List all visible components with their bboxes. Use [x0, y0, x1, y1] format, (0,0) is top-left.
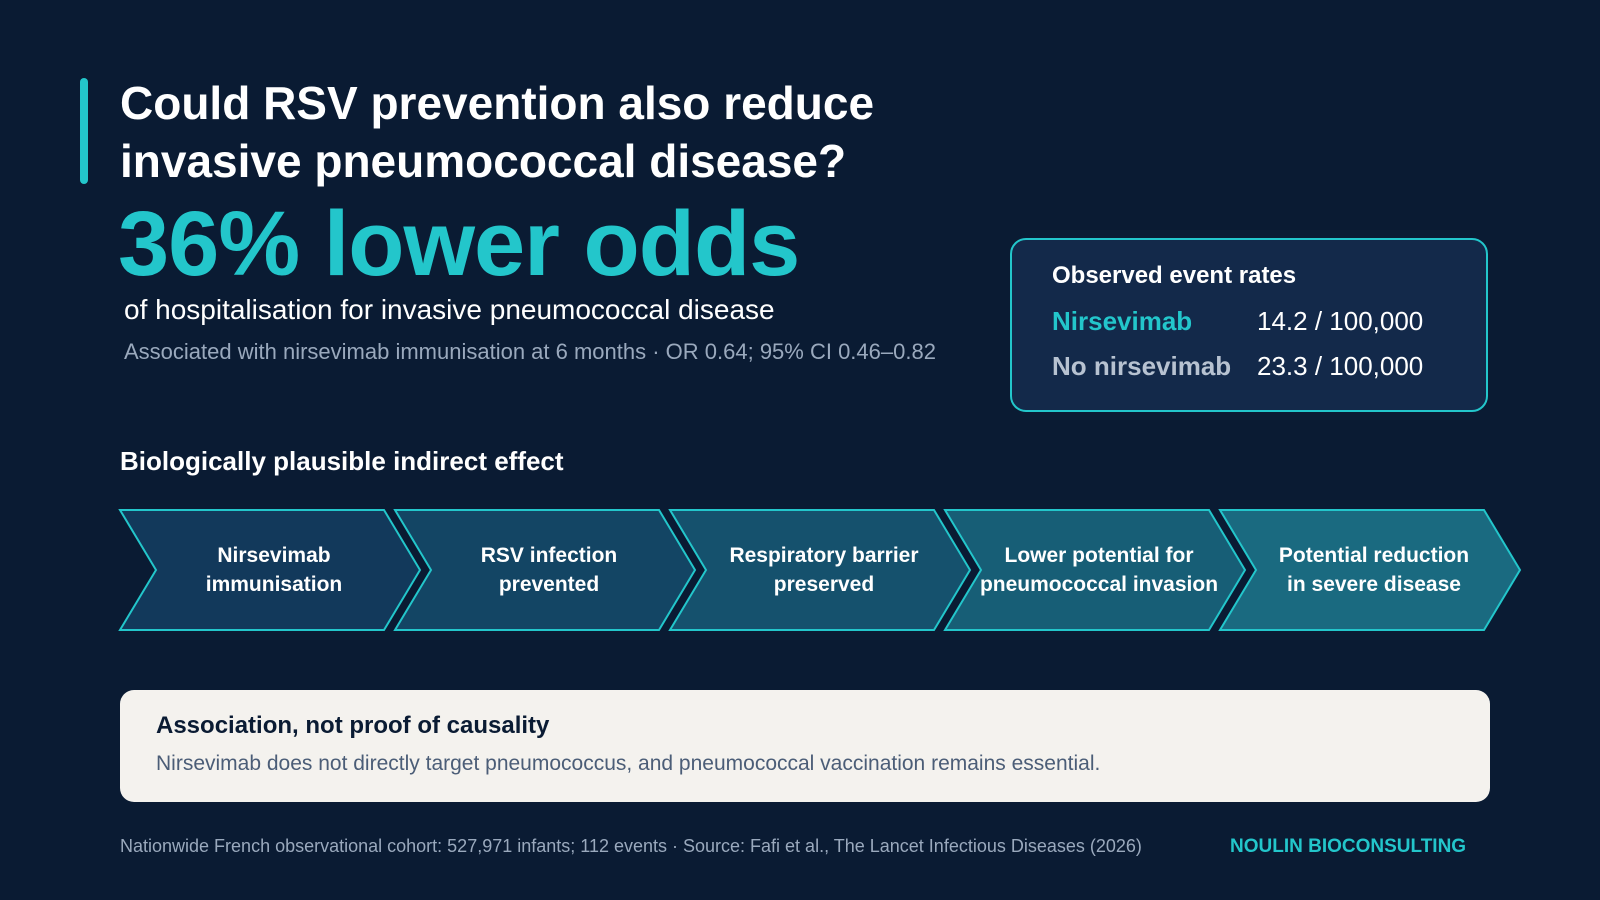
- footer-source: Nationwide French observational cohort: 527,971 infants; 112 events · Source: Fafi et al., The Lancet Infectious Diseases (2026): [120, 836, 1142, 856]
- pathway-step: [670, 510, 970, 630]
- pathway-step-label: Potential reduction: [1278, 544, 1470, 567]
- pathway-step-label: Nirsevimab: [217, 544, 331, 567]
- pathway-step-chevron: [395, 510, 695, 630]
- pathway-step-label: pneumococcal invasion: [979, 573, 1219, 596]
- pathway-step-label: Respiratory barrier: [729, 544, 919, 567]
- headline-subtitle: of hospitalisation for invasive pneumococcal disease: [124, 294, 775, 325]
- event-rate-value: 23.3 / 100,000: [1257, 351, 1424, 381]
- pathway-step-label: preserved: [773, 573, 875, 596]
- caveat-title: Association, not proof of causality: [156, 712, 550, 739]
- pathway-step: [1220, 510, 1520, 630]
- pathway-step-chevron: [120, 510, 420, 630]
- event-rate-value: 14.2 / 100,000: [1257, 306, 1424, 336]
- brand-name: NOULIN BIOCONSULTING: [1230, 836, 1467, 857]
- event-rates-title: Observed event rates: [1052, 262, 1297, 289]
- pathway-step-chevron: [1220, 510, 1520, 630]
- event-rate-label: No nirsevimab: [1052, 351, 1232, 381]
- statistics-note: Associated with nirsevimab immunisation at 6 months · OR 0.64; 95% CI 0.46–0.82: [124, 339, 936, 364]
- pathway-step-chevron: [945, 510, 1245, 630]
- pathway-step: [945, 510, 1245, 630]
- headline-stat: 36% lower odds: [118, 193, 800, 295]
- pathway-step-label: in severe disease: [1287, 573, 1461, 596]
- pathway-title: Biologically plausible indirect effect: [120, 446, 564, 476]
- page-title: Could RSV prevention also reduce invasive pneumococcal disease?: [120, 77, 875, 187]
- caveat-panel: [120, 690, 1490, 802]
- pathway-step-chevron: [670, 510, 970, 630]
- pathway-step: [120, 510, 420, 630]
- pathway-step-label: immunisation: [205, 573, 343, 596]
- event-rate-label: Nirsevimab: [1052, 306, 1193, 336]
- pathway-step-label: prevented: [498, 573, 600, 596]
- pathway-step-label: Lower potential for: [1004, 544, 1194, 567]
- pathway-step-label: RSV infection: [480, 544, 618, 567]
- caveat-text: Nirsevimab does not directly target pneumococcus, and pneumococcal vaccination remains essential.: [156, 752, 1101, 775]
- pathway-step: [395, 510, 695, 630]
